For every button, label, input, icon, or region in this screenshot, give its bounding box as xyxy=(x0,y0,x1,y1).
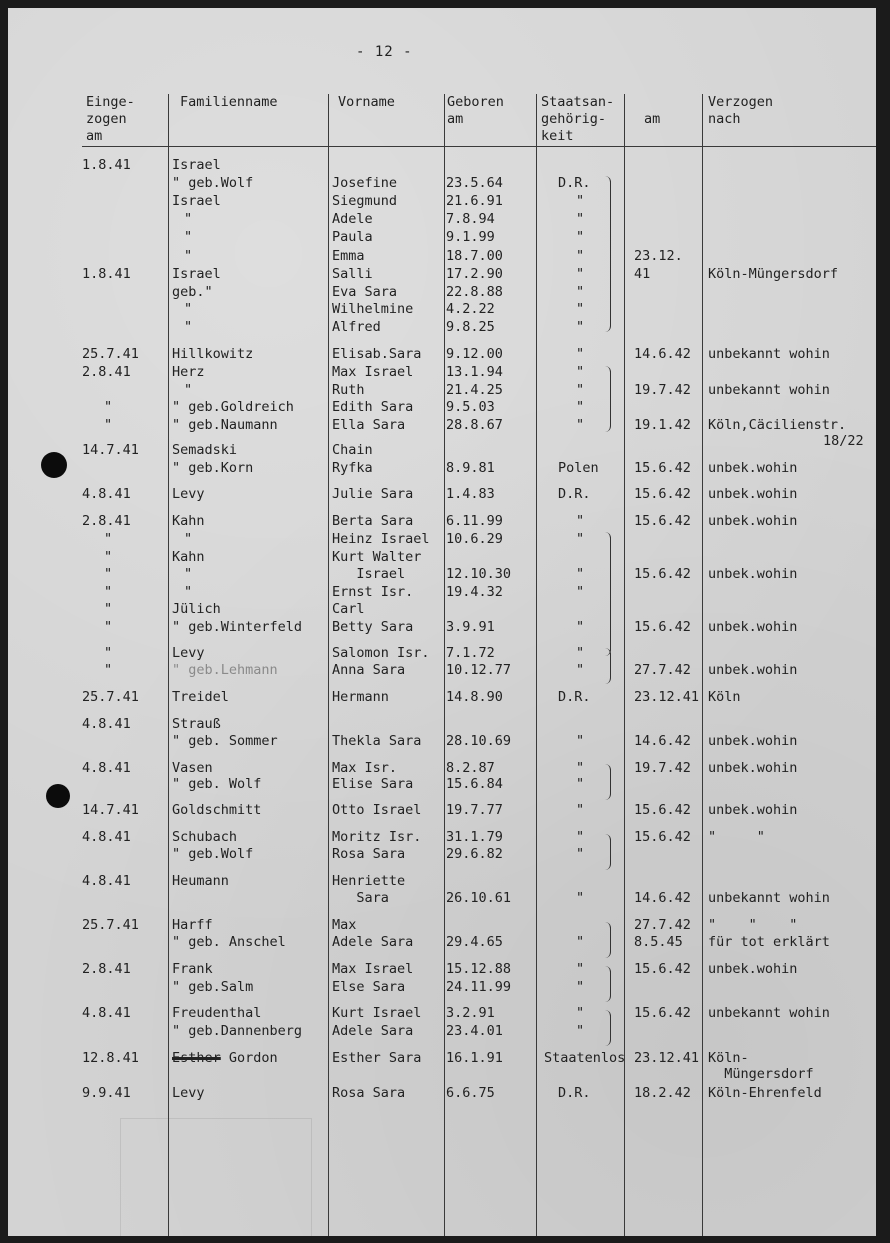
cell-vorname: Max Israel xyxy=(332,364,414,380)
cell-staatsangehoerigkeit: " xyxy=(576,645,585,661)
cell-eingezogen: " xyxy=(104,549,113,565)
cell-am: 27.7.42 xyxy=(634,917,691,933)
cell-familienname: " geb.Goldreich xyxy=(172,399,294,415)
cell-verzogen-nach: Köln xyxy=(708,689,741,705)
cell-vorname: Josefine xyxy=(332,175,398,191)
cell-eingezogen: 4.8.41 xyxy=(82,760,131,776)
grouping-brace xyxy=(605,966,611,1002)
cell-familienname: " geb. Sommer xyxy=(172,733,278,749)
cell-familienname: Semadski xyxy=(172,442,238,458)
cell-am: 19.1.42 xyxy=(634,417,691,433)
cell-vorname: Paula xyxy=(332,229,373,245)
cell-familienname: Goldschmitt xyxy=(172,802,262,818)
cell-am: 14.6.42 xyxy=(634,733,691,749)
cell-verzogen-nach: unbek.wohin xyxy=(708,733,798,749)
cell-familienname: Kahn xyxy=(172,513,205,529)
cell-vorname: Henriette xyxy=(332,873,406,889)
cell-geboren: 15.6.84 xyxy=(446,776,503,792)
cell-am: 15.6.42 xyxy=(634,802,691,818)
cell-verzogen-nach: Köln- xyxy=(708,1050,749,1066)
cell-geboren: 17.2.90 xyxy=(446,266,503,282)
cell-staatsangehoerigkeit: D.R. xyxy=(558,486,591,502)
cell-geboren: 7.1.72 xyxy=(446,645,495,661)
cell-staatsangehoerigkeit: " xyxy=(576,890,585,906)
cell-geboren: 6.11.99 xyxy=(446,513,503,529)
cell-am: 15.6.42 xyxy=(634,961,691,977)
punch-hole xyxy=(46,784,70,808)
cell-geboren: 9.12.00 xyxy=(446,346,503,362)
cell-eingezogen: " xyxy=(104,417,113,433)
cell-verzogen-nach: für tot erklärt xyxy=(708,934,830,950)
cell-am: 15.6.42 xyxy=(634,619,691,635)
cell-vorname: Chain xyxy=(332,442,373,458)
faint-stamp xyxy=(120,1118,312,1236)
cell-vorname: Moritz Isr. xyxy=(332,829,422,845)
cell-eingezogen: 4.8.41 xyxy=(82,716,131,732)
cell-eingezogen: " xyxy=(104,531,113,547)
cell-familienname: " geb.Winterfeld xyxy=(172,619,303,635)
grouping-brace xyxy=(605,532,611,656)
cell-staatsangehoerigkeit: " xyxy=(576,802,585,818)
column-divider xyxy=(328,94,329,1236)
cell-vorname: Julie Sara xyxy=(332,486,414,502)
cell-vorname: Emma xyxy=(332,248,365,264)
cell-geboren: 22.8.88 xyxy=(446,284,503,300)
cell-eingezogen: 12.8.41 xyxy=(82,1050,139,1066)
cell-verzogen-nach: unbek.wohin xyxy=(708,566,798,582)
cell-geboren: 28.8.67 xyxy=(446,417,503,433)
cell-familienname: Israel xyxy=(172,157,221,173)
cell-staatsangehoerigkeit: " xyxy=(576,760,585,776)
grouping-brace xyxy=(605,834,611,870)
cell-vorname: Kurt Israel xyxy=(332,1005,422,1021)
cell-am: 15.6.42 xyxy=(634,1005,691,1021)
cell-familienname: " geb. Anschel xyxy=(172,934,286,950)
cell-eingezogen: " xyxy=(104,601,113,617)
cell-am: 15.6.42 xyxy=(634,486,691,502)
cell-familienname: Herz xyxy=(172,364,205,380)
cell-staatsangehoerigkeit: D.R. xyxy=(558,175,591,191)
column-divider xyxy=(536,94,537,1236)
cell-am: 15.6.42 xyxy=(634,829,691,845)
cell-familienname: geb." xyxy=(172,284,213,300)
cell-vorname: Else Sara xyxy=(332,979,406,995)
cell-eingezogen: 1.8.41 xyxy=(82,157,131,173)
cell-eingezogen: " xyxy=(104,645,113,661)
cell-vorname: Elise Sara xyxy=(332,776,414,792)
cell-geboren: 10.6.29 xyxy=(446,531,503,547)
cell-staatsangehoerigkeit: Polen xyxy=(558,460,599,476)
cell-familienname: " xyxy=(184,248,193,264)
cell-am: 23.12.41 xyxy=(634,1050,700,1066)
header-staatsangehoerigkeit: Staatsan- gehörig- keit xyxy=(541,94,615,144)
cell-familienname: " xyxy=(184,319,193,335)
cell-am: 8.5.45 xyxy=(634,934,683,950)
cell-staatsangehoerigkeit: " xyxy=(576,566,585,582)
cell-am: 19.7.42 xyxy=(634,382,691,398)
cell-vorname: Edith Sara xyxy=(332,399,414,415)
cell-geboren: 7.8.94 xyxy=(446,211,495,227)
cell-verzogen-nach: Köln-Ehrenfeld xyxy=(708,1085,822,1101)
cell-eingezogen: " xyxy=(104,584,113,600)
cell-verzogen-nach: unbek.wohin xyxy=(708,760,798,776)
cell-vorname: Salli xyxy=(332,266,373,282)
cell-verzogen-nach: unbek.wohin xyxy=(708,961,798,977)
cell-staatsangehoerigkeit: " xyxy=(576,319,585,335)
cell-familienname: Treidel xyxy=(172,689,229,705)
cell-eingezogen: 25.7.41 xyxy=(82,689,139,705)
cell-familienname: Frank xyxy=(172,961,213,977)
document-page xyxy=(8,8,876,1236)
cell-vorname: Ruth xyxy=(332,382,365,398)
cell-geboren: 28.10.69 xyxy=(446,733,512,749)
cell-vorname: Adele Sara xyxy=(332,934,414,950)
cell-staatsangehoerigkeit: Staatenlos xyxy=(544,1050,626,1066)
cell-staatsangehoerigkeit: " xyxy=(576,733,585,749)
cell-geboren: 8.9.81 xyxy=(446,460,495,476)
cell-staatsangehoerigkeit: " xyxy=(576,399,585,415)
grouping-brace xyxy=(605,764,611,800)
cell-eingezogen: " xyxy=(104,399,113,415)
cell-staatsangehoerigkeit: " xyxy=(576,846,585,862)
cell-eingezogen: 14.7.41 xyxy=(82,802,139,818)
cell-staatsangehoerigkeit: D.R. xyxy=(558,1085,591,1101)
cell-staatsangehoerigkeit: " xyxy=(576,934,585,950)
cell-geboren: 21.4.25 xyxy=(446,382,503,398)
cell-vorname: Wilhelmine xyxy=(332,301,414,317)
cell-verzogen-nach: " " xyxy=(708,829,765,845)
cell-eingezogen: " xyxy=(104,566,113,582)
cell-geboren: 29.6.82 xyxy=(446,846,503,862)
header-am: am xyxy=(644,111,661,127)
cell-geboren: 12.10.30 xyxy=(446,566,512,582)
cell-familienname: " xyxy=(184,566,193,582)
struck-out-text: Esther xyxy=(172,1050,221,1066)
cell-geboren: 23.5.64 xyxy=(446,175,503,191)
cell-familienname: " xyxy=(184,301,193,317)
cell-geboren: 6.6.75 xyxy=(446,1085,495,1101)
cell-vorname: Siegmund xyxy=(332,193,398,209)
cell-eingezogen: " xyxy=(104,619,113,635)
cell-geboren: 3.2.91 xyxy=(446,1005,495,1021)
cell-vorname: Heinz Israel xyxy=(332,531,430,547)
cell-verzogen-nach: unbek.wohin xyxy=(708,802,798,818)
cell-vorname: Israel xyxy=(332,566,406,582)
cell-vorname: Rosa Sara xyxy=(332,846,406,862)
cell-staatsangehoerigkeit: " xyxy=(576,364,585,380)
cell-vorname: Sara xyxy=(332,890,389,906)
cell-staatsangehoerigkeit: " xyxy=(576,211,585,227)
cell-eingezogen: 4.8.41 xyxy=(82,1005,131,1021)
cell-am: 41 xyxy=(634,266,651,282)
cell-eingezogen: 4.8.41 xyxy=(82,829,131,845)
cell-am: 19.7.42 xyxy=(634,760,691,776)
cell-staatsangehoerigkeit: " xyxy=(576,229,585,245)
column-divider xyxy=(168,94,169,1236)
cell-verzogen-nach: Köln-Müngersdorf xyxy=(708,266,839,282)
cell-staatsangehoerigkeit: " xyxy=(576,1005,585,1021)
cell-staatsangehoerigkeit: " xyxy=(576,266,585,282)
cell-familienname: Kahn xyxy=(172,549,205,565)
cell-vorname: Ernst Isr. xyxy=(332,584,414,600)
cell-geboren: 26.10.61 xyxy=(446,890,512,906)
cell-vorname: Rosa Sara xyxy=(332,1085,406,1101)
cell-familienname: Levy xyxy=(172,645,205,661)
cell-geboren: 19.7.77 xyxy=(446,802,503,818)
cell-familienname: Schubach xyxy=(172,829,238,845)
cell-familienname: " geb.Salm xyxy=(172,979,254,995)
cell-geboren: 15.12.88 xyxy=(446,961,512,977)
cell-geboren: 1.4.83 xyxy=(446,486,495,502)
cell-verzogen-nach: unbekannt wohin xyxy=(708,890,830,906)
cell-familienname: " geb.Lehmann xyxy=(172,662,278,678)
cell-familienname: " xyxy=(184,229,193,245)
cell-familienname: Jülich xyxy=(172,601,221,617)
cell-vorname: Otto Israel xyxy=(332,802,422,818)
header-eingezogen: Einge- zogen am xyxy=(86,94,135,144)
cell-eingezogen: 2.8.41 xyxy=(82,364,131,380)
cell-vorname: Esther Sara xyxy=(332,1050,422,1066)
cell-geboren: 9.8.25 xyxy=(446,319,495,335)
cell-verzogen-nach: unbekannt wohin xyxy=(708,1005,830,1021)
cell-geboren: 23.4.01 xyxy=(446,1023,503,1039)
cell-staatsangehoerigkeit: " xyxy=(576,284,585,300)
cell-familienname: " geb.Wolf xyxy=(172,175,254,191)
cell-vorname: Alfred xyxy=(332,319,381,335)
cell-vorname: Betty Sara xyxy=(332,619,414,635)
cell-verzogen-nach: unbek.wohin xyxy=(708,662,798,678)
cell-familienname: Strauß xyxy=(172,716,221,732)
cell-familienname: Levy xyxy=(172,1085,205,1101)
cell-staatsangehoerigkeit: " xyxy=(576,248,585,264)
cell-vorname: Max xyxy=(332,917,357,933)
grouping-brace xyxy=(605,366,611,432)
grouping-brace xyxy=(605,176,611,332)
cell-am: 18.2.42 xyxy=(634,1085,691,1101)
cell-staatsangehoerigkeit: " xyxy=(576,619,585,635)
cell-familienname: " geb. Wolf xyxy=(172,776,262,792)
cell-vorname: Eva Sara xyxy=(332,284,398,300)
header-geboren: Geboren am xyxy=(447,94,504,127)
cell-eingezogen: 2.8.41 xyxy=(82,961,131,977)
cell-familienname: Harff xyxy=(172,917,213,933)
surname-text: Gordon xyxy=(220,1050,278,1066)
cell-familienname: " geb.Korn xyxy=(172,460,254,476)
header-rule xyxy=(82,146,876,147)
cell-staatsangehoerigkeit: " xyxy=(576,662,585,678)
cell-am: 15.6.42 xyxy=(634,566,691,582)
cell-geboren: 4.2.22 xyxy=(446,301,495,317)
cell-geboren: 31.1.79 xyxy=(446,829,503,845)
cell-staatsangehoerigkeit: " xyxy=(576,584,585,600)
cell-vorname: Max Isr. xyxy=(332,760,398,776)
cell-staatsangehoerigkeit: " xyxy=(576,301,585,317)
cell-geboren: 21.6.91 xyxy=(446,193,503,209)
cell-geboren: 24.11.99 xyxy=(446,979,512,995)
cell-staatsangehoerigkeit: " xyxy=(576,1023,585,1039)
cell-geboren: 14.8.90 xyxy=(446,689,503,705)
cell-geboren: 8.2.87 xyxy=(446,760,495,776)
cell-geboren: 18.7.00 xyxy=(446,248,503,264)
cell-vorname: Anna Sara xyxy=(332,662,406,678)
cell-vorname: Ryfka xyxy=(332,460,373,476)
cell-familienname: " xyxy=(184,382,193,398)
cell-vorname: Adele xyxy=(332,211,373,227)
cell-familienname: Freudenthal xyxy=(172,1005,262,1021)
cell-geboren: 3.9.91 xyxy=(446,619,495,635)
grouping-brace xyxy=(605,922,611,958)
header-verzogen: Verzogen nach xyxy=(708,94,774,127)
cell-vorname: Salomon Isr. xyxy=(332,645,430,661)
cell-am: 15.6.42 xyxy=(634,513,691,529)
cell-verzogen-nach: Müngersdorf xyxy=(708,1066,814,1082)
cell-verzogen-nach: unbekannt wohin xyxy=(708,346,830,362)
cell-familienname: " geb.Dannenberg xyxy=(172,1023,303,1039)
cell-geboren: 10.12.77 xyxy=(446,662,512,678)
cell-vorname: Ella Sara xyxy=(332,417,406,433)
page-number: - 12 - xyxy=(356,44,413,60)
cell-staatsangehoerigkeit: " xyxy=(576,979,585,995)
cell-verzogen-nach: " " " xyxy=(708,917,798,933)
grouping-brace xyxy=(605,1010,611,1046)
cell-vorname: Hermann xyxy=(332,689,389,705)
punch-hole xyxy=(41,452,67,478)
cell-staatsangehoerigkeit: " xyxy=(576,346,585,362)
cell-geboren: 9.5.03 xyxy=(446,399,495,415)
cell-eingezogen: 2.8.41 xyxy=(82,513,131,529)
cell-eingezogen: 4.8.41 xyxy=(82,486,131,502)
column-divider xyxy=(702,94,703,1236)
cell-familienname: Levy xyxy=(172,486,205,502)
cell-am: 23.12.41 xyxy=(634,689,700,705)
cell-am: 23.12. xyxy=(634,248,683,264)
cell-staatsangehoerigkeit: " xyxy=(576,776,585,792)
cell-verzogen-nach: unbekannt wohin xyxy=(708,382,830,398)
cell-verzogen-nach: Köln,Cäcilienstr. xyxy=(708,417,847,433)
cell-familienname: Israel xyxy=(172,266,221,282)
cell-eingezogen: 4.8.41 xyxy=(82,873,131,889)
cell-familienname: " geb.Naumann xyxy=(172,417,278,433)
cell-vorname: Max Israel xyxy=(332,961,414,977)
cell-familienname xyxy=(172,1050,278,1067)
cell-staatsangehoerigkeit: " xyxy=(576,382,585,398)
cell-familienname: " xyxy=(184,211,193,227)
cell-vorname: Carl xyxy=(332,601,365,617)
cell-vorname: Adele Sara xyxy=(332,1023,414,1039)
cell-verzogen-nach: unbek.wohin xyxy=(708,486,798,502)
cell-staatsangehoerigkeit: " xyxy=(576,513,585,529)
cell-staatsangehoerigkeit: " xyxy=(576,829,585,845)
cell-vorname: Berta Sara xyxy=(332,513,414,529)
cell-eingezogen: 14.7.41 xyxy=(82,442,139,458)
cell-am: 14.6.42 xyxy=(634,890,691,906)
cell-eingezogen: " xyxy=(104,662,113,678)
cell-geboren: 16.1.91 xyxy=(446,1050,503,1066)
cell-staatsangehoerigkeit: " xyxy=(576,417,585,433)
cell-staatsangehoerigkeit: " xyxy=(576,193,585,209)
cell-geboren: 13.1.94 xyxy=(446,364,503,380)
cell-verzogen-nach: unbek.wohin xyxy=(708,513,798,529)
cell-verzogen-nach: 18/22 xyxy=(823,433,864,449)
cell-vorname: Thekla Sara xyxy=(332,733,422,749)
header-vorname: Vorname xyxy=(338,94,395,110)
cell-vorname: Elisab.Sara xyxy=(332,346,422,362)
cell-familienname: " geb.Wolf xyxy=(172,846,254,862)
cell-staatsangehoerigkeit: " xyxy=(576,961,585,977)
grouping-brace xyxy=(605,648,611,684)
cell-eingezogen: 25.7.41 xyxy=(82,917,139,933)
cell-familienname: Israel xyxy=(172,193,221,209)
cell-familienname: Heumann xyxy=(172,873,229,889)
cell-am: 14.6.42 xyxy=(634,346,691,362)
cell-staatsangehoerigkeit: " xyxy=(576,531,585,547)
cell-am: 15.6.42 xyxy=(634,460,691,476)
cell-staatsangehoerigkeit: D.R. xyxy=(558,689,591,705)
cell-verzogen-nach: unbek.wohin xyxy=(708,460,798,476)
cell-geboren: 29.4.65 xyxy=(446,934,503,950)
cell-eingezogen: 9.9.41 xyxy=(82,1085,131,1101)
cell-geboren: 9.1.99 xyxy=(446,229,495,245)
cell-geboren: 19.4.32 xyxy=(446,584,503,600)
cell-familienname: " xyxy=(184,584,193,600)
cell-familienname: Vasen xyxy=(172,760,213,776)
cell-eingezogen: 25.7.41 xyxy=(82,346,139,362)
header-familienname: Familienname xyxy=(180,94,278,110)
cell-am: 27.7.42 xyxy=(634,662,691,678)
cell-familienname: " xyxy=(184,531,193,547)
cell-eingezogen: 1.8.41 xyxy=(82,266,131,282)
cell-familienname: Hillkowitz xyxy=(172,346,254,362)
cell-verzogen-nach: unbek.wohin xyxy=(708,619,798,635)
cell-vorname: Kurt Walter xyxy=(332,549,422,565)
